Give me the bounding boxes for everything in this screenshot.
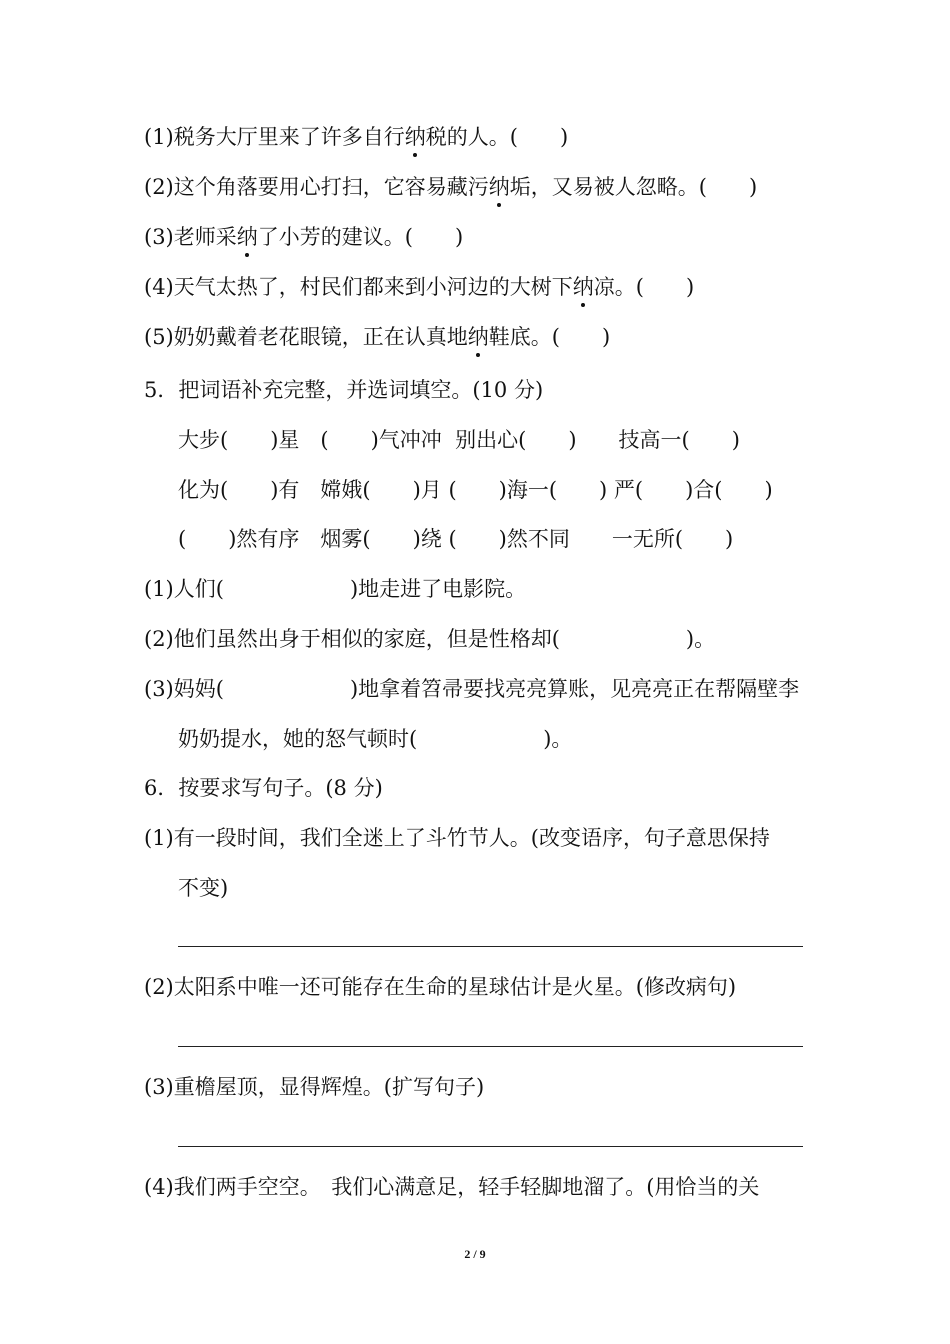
emphasis-char: 纳 xyxy=(468,322,489,352)
q4-item-4: (4)天气太热了，村民们都来到小河边的大树下纳凉。( ) xyxy=(144,272,694,302)
q5-sentence-3-cont: 奶奶提水，她的怒气顿时( )。 xyxy=(178,727,573,751)
q6-sentence-3: (3)重檐屋顶，显得辉煌。(扩写句子) xyxy=(144,1075,485,1099)
emphasis-char: 纳 xyxy=(405,122,426,152)
answer-line-1[interactable] xyxy=(178,946,803,947)
q5-word-row-3: ( )然有序 烟雾( )绕 ( )然不同 一无所( ) xyxy=(178,527,734,551)
q4-item-2: (2)这个角落要用心打扫，它容易藏污纳垢，又易被人忽略。( ) xyxy=(144,172,757,202)
q6-sentence-1-cont: 不变) xyxy=(178,876,229,900)
emphasis-char: 纳 xyxy=(573,272,594,302)
q6-sentence-2: (2)太阳系中唯一还可能存在生命的星球估计是火星。(修改病句) xyxy=(144,975,737,999)
q5-word-row-1: 大步( )星 ( )气冲冲 别出心( ) 技高一( ) xyxy=(178,428,740,452)
q5-word-row-2: 化为( )有 嫦娥( )月 ( )海一( ) 严( )合( ) xyxy=(178,478,773,502)
q6-sentence-4: (4)我们两手空空。 我们心满意足，轻手轻脚地溜了。(用恰当的关 xyxy=(144,1175,760,1199)
answer-line-2[interactable] xyxy=(178,1046,803,1047)
q5-sentence-1: (1)人们( )地走进了电影院。 xyxy=(144,577,527,601)
answer-line-3[interactable] xyxy=(178,1146,803,1147)
q6-title: 6．按要求写句子。(8 分) xyxy=(144,776,383,800)
q5-sentence-3: (3)妈妈( )地拿着笤帚要找亮亮算账，见亮亮正在帮隔壁李 xyxy=(144,677,800,701)
q5-sentence-2: (2)他们虽然出身于相似的家庭，但是性格却( )。 xyxy=(144,627,716,651)
q4-item-3: (3)老师采纳了小芳的建议。( ) xyxy=(144,222,463,252)
q5-title: 5．把词语补充完整，并选词填空。(10 分) xyxy=(144,378,544,402)
page-number: 2 / 9 xyxy=(464,1247,486,1261)
emphasis-char: 纳 xyxy=(237,222,258,252)
q4-item-5: (5)奶奶戴着老花眼镜，正在认真地纳鞋底。( ) xyxy=(144,322,610,352)
q6-sentence-1: (1)有一段时间，我们全迷上了斗竹节人。(改变语序，句子意思保持 xyxy=(144,826,770,850)
q4-item-1: (1)税务大厅里来了许多自行纳税的人。( ) xyxy=(144,122,568,152)
emphasis-char: 纳 xyxy=(489,172,510,202)
